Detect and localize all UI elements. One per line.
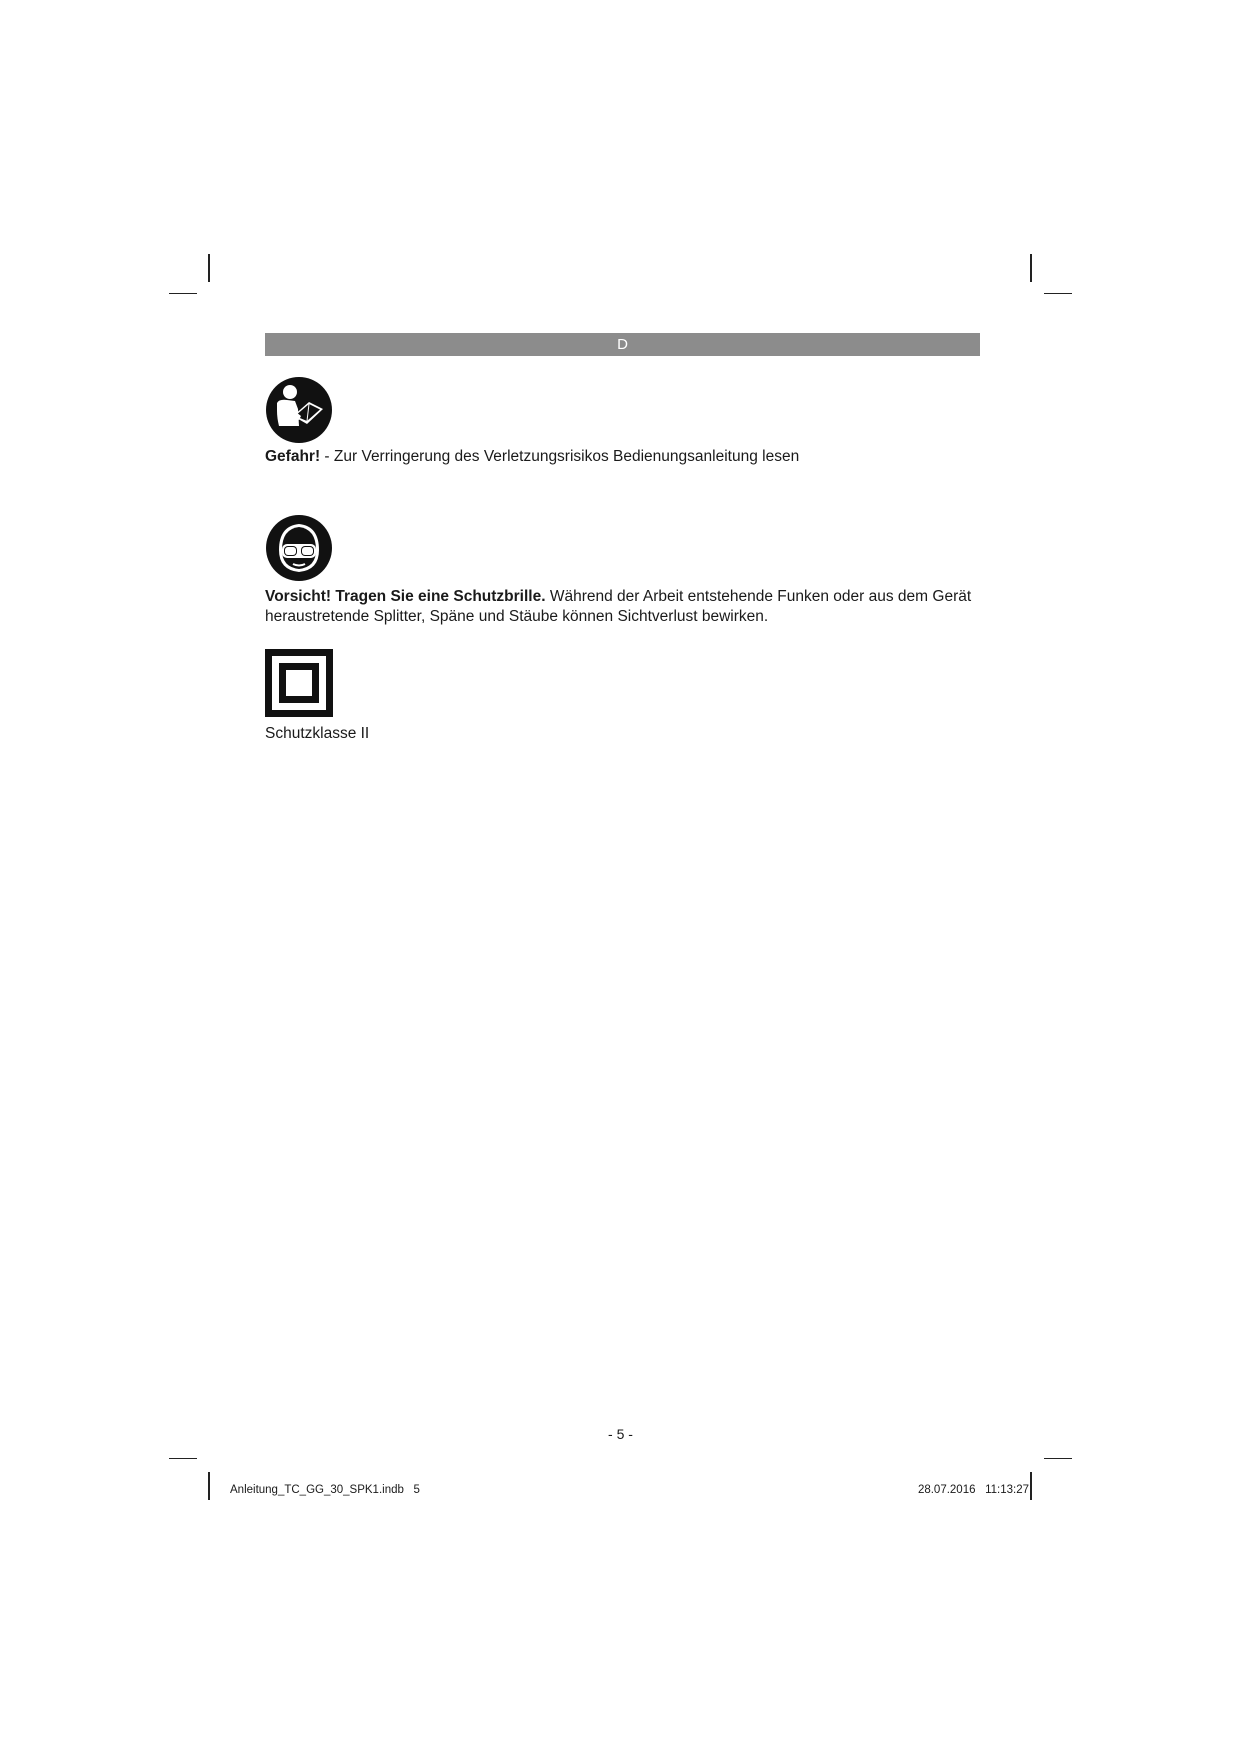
crop-mark-top-left-vertical: [208, 254, 210, 282]
protection-class-ii-icon: [265, 649, 333, 717]
crop-mark-top-right-horizontal: [1044, 293, 1072, 294]
file-name-slug: Anleitung_TC_GG_30_SPK1.indb 5: [230, 1484, 420, 1496]
warning-read-manual-text: [265, 447, 985, 467]
crop-mark-bottom-right-horizontal: [1044, 1458, 1072, 1459]
read-manual-icon: [265, 376, 333, 444]
safety-goggles-icon: [265, 514, 333, 582]
crop-mark-bottom-left-vertical: [208, 1472, 210, 1500]
protection-class-text: [265, 724, 985, 744]
caution-description: Während der Arbeit entstehende Funken oder aus dem Gerät heraustretende Splitter, Späne und Stäube können Sichtverlust bewirken.: [265, 588, 972, 625]
caution-label: Vorsicht! Tragen Sie eine Schutzbrille.: [265, 588, 546, 605]
warning-label: Gefahr!: [265, 448, 321, 465]
protection-class-label: Schutzklasse II: [265, 725, 370, 742]
crop-mark-top-right-vertical: [1030, 254, 1032, 282]
language-header-bar: [265, 333, 980, 356]
page-number: - 5 -: [608, 1426, 633, 1442]
warning-description: - Zur Verringerung des Verletzungsrisikos Bedienungsanleitung lesen: [320, 448, 800, 465]
crop-mark-top-left-horizontal: [169, 293, 197, 294]
timestamp-slug: 28.07.2016 11:13:27: [917, 1484, 1029, 1496]
crop-mark-bottom-left-horizontal: [169, 1458, 197, 1459]
crop-mark-bottom-right-vertical: [1030, 1472, 1032, 1500]
caution-goggles-text: [265, 587, 985, 627]
language-code: D: [617, 336, 628, 353]
